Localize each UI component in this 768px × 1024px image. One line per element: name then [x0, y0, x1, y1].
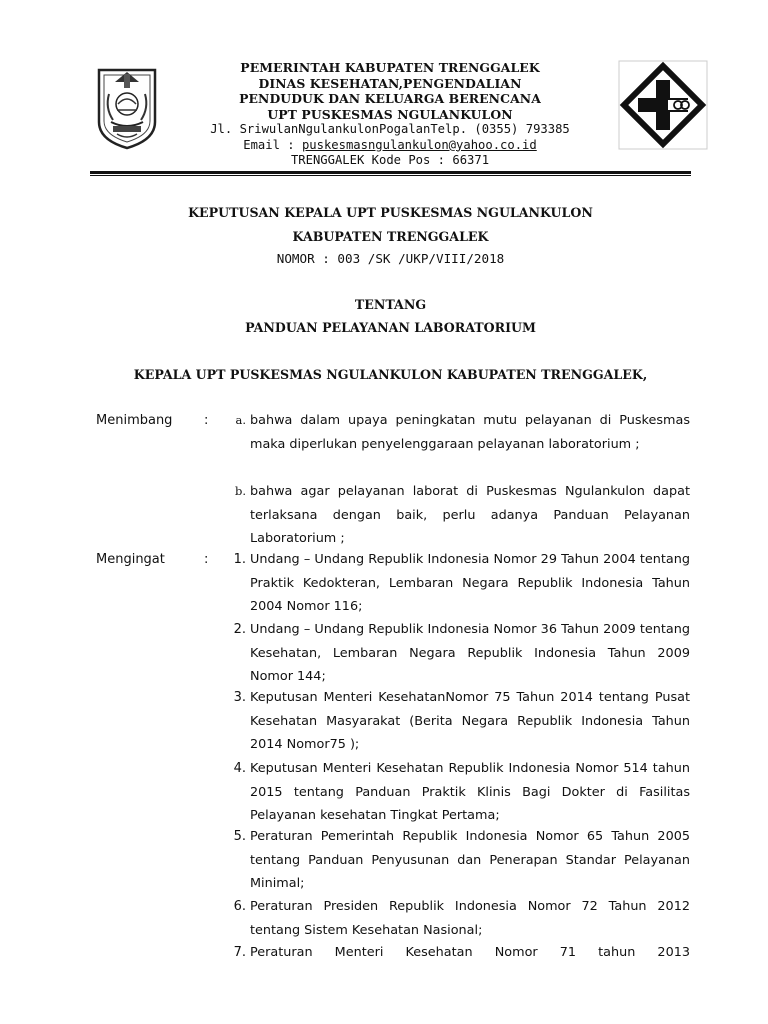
decree-title: KEPUTUSAN KEPALA UPT PUSKESMAS NGULANKULON — [188, 205, 593, 220]
header-divider-thin — [90, 175, 691, 176]
list-item-text: Undang – Undang Republik Indonesia Nomor 36 Tahun 2009 tentang Kesehatan, Lembaran Negara Republik Indonesia Tahun 2009 Nomor 144; — [250, 622, 690, 684]
list-item-text: bahwa dalam upaya peningkatan mutu pelayanan di Puskesmas maka diperlukan penyelenggaraan pelayanan laboratorium ; — [250, 413, 690, 452]
list-item-text: Peraturan Menteri Kesehatan Nomor 71 tahun 2013 — [250, 945, 690, 960]
list-marker: 7. — [233, 945, 246, 960]
letterhead-line-4: UPT PUSKESMAS NGULANKULON — [267, 106, 513, 122]
kabupaten-trenggalek-emblem-icon — [95, 64, 159, 150]
list-marker: b. — [234, 484, 246, 498]
list-marker: a. — [235, 413, 246, 427]
list-marker: 4. — [233, 761, 246, 776]
list-item-text: Peraturan Presiden Republik Indonesia Nomor 72 Tahun 2012 tentang Sistem Kesehatan Nasional; — [250, 899, 690, 938]
decree-number: NOMOR : 003 /SK /UKP/VIII/2018 — [276, 251, 505, 266]
letterhead-address: Jl. SriwulanNgulankulonPogalanTelp. (0355) 793385 — [210, 122, 570, 136]
list-marker: 1. — [233, 552, 246, 567]
decree-about: TENTANG — [354, 297, 427, 312]
letterhead-line-2: DINAS KESEHATAN,PENGENDALIAN — [258, 75, 522, 91]
decree-region: KABUPATEN TRENGGALEK — [292, 229, 489, 244]
letterhead-postal: TRENGGALEK Kode Pos : 66371 — [290, 153, 490, 167]
menimbang-label: Menimbang — [96, 413, 173, 428]
letterhead-email-row — [180, 138, 600, 154]
decree-issuer: KEPALA UPT PUSKESMAS NGULANKULON KABUPATEN TRENGGALEK, — [133, 367, 648, 382]
email-link[interactable]: puskesmasngulankulon@yahoo.co.id — [301, 137, 537, 152]
letterhead-line-1: PEMERINTAH KABUPATEN TRENGGALEK — [240, 60, 540, 75]
puskesmas-cross-icon — [618, 60, 708, 150]
list-item-text: Peraturan Pemerintah Republik Indonesia Nomor 65 Tahun 2005 tentang Panduan Penyusunan dan Penerapan Standar Pelayanan Minimal; — [250, 829, 690, 891]
list-item-text: Keputusan Menteri Kesehatan Republik Indonesia Nomor 514 tahun 2015 tentang Panduan Praktik Klinis Bagi Dokter di Fasilitas Pelayanan kesehatan Tingkat Pertama; — [250, 761, 690, 823]
list-marker: 6. — [233, 899, 246, 914]
mengingat-colon: : — [204, 552, 209, 567]
list-item-text: bahwa agar pelayanan laborat di Puskesmas Ngulankulon dapat terlaksana dengan baik, perlu adanya Panduan Pelayanan Laboratorium ; — [250, 484, 690, 546]
letterhead-line-3: PENDUDUK DAN KELUARGA BERENCANA — [239, 91, 541, 106]
list-marker: 5. — [233, 829, 246, 844]
mengingat-label: Mengingat — [96, 552, 165, 567]
list-marker: 3. — [233, 690, 246, 705]
email-label: Email : — [243, 137, 302, 152]
decree-subject: PANDUAN PELAYANAN LABORATORIUM — [245, 320, 536, 335]
list-marker: 2. — [233, 622, 246, 637]
list-item-text: Undang – Undang Republik Indonesia Nomor 29 Tahun 2004 tentang Praktik Kedokteran, Lembaran Negara Republik Indonesia Tahun 2004 Nomor 116; — [250, 552, 690, 614]
letterhead — [180, 60, 600, 169]
header-divider-thick — [90, 171, 691, 174]
list-item-text: Keputusan Menteri KesehatanNomor 75 Tahun 2014 tentang Pusat Kesehatan Masyarakat (Berita Negara Republik Indonesia Tahun 2014 Nomor75 ); — [250, 690, 690, 752]
menimbang-colon: : — [204, 413, 209, 428]
